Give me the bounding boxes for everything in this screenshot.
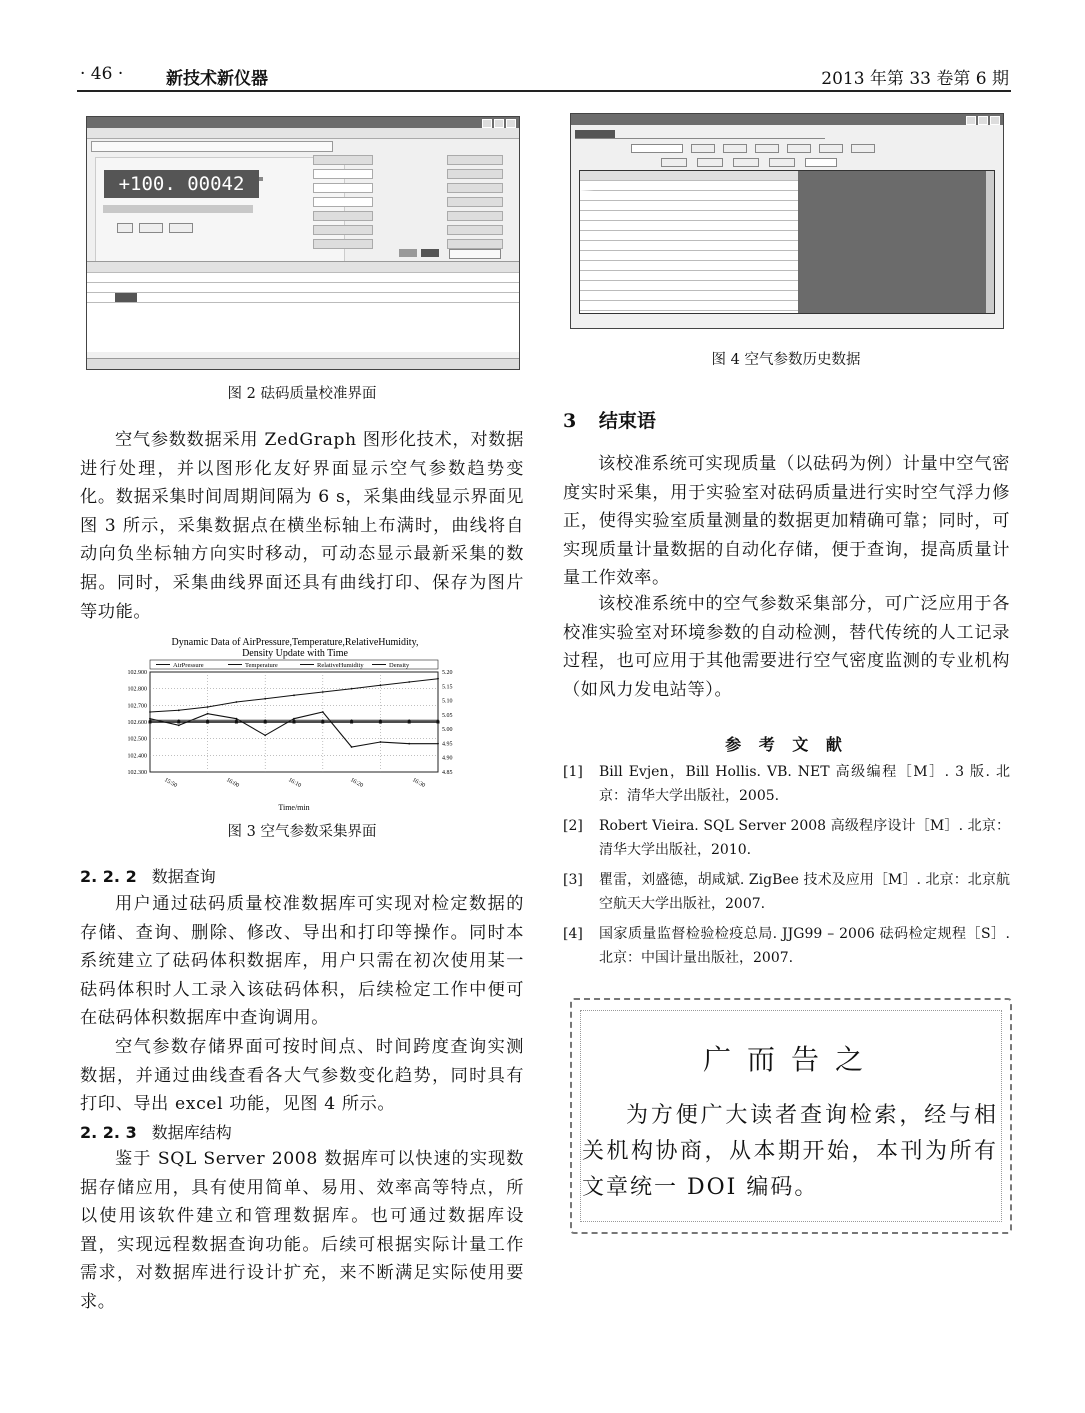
grid-row [580, 191, 798, 201]
y-right-tick-label: 5.20 [442, 670, 453, 676]
mass-display-value: +100. 00042 [104, 170, 259, 198]
series-point [293, 694, 295, 696]
section-title: 数据库结构 [151, 1123, 232, 1142]
chart-xlabel: Time/min [278, 803, 310, 812]
page-number: · 46 · [80, 64, 124, 84]
series-point [207, 713, 209, 715]
y-tick-label: 102.800 [127, 686, 147, 693]
y-right-tick-label: 5.10 [442, 698, 453, 705]
series-point [408, 681, 410, 683]
series-point [437, 719, 439, 721]
series-point [264, 734, 266, 736]
x-ticks [163, 777, 426, 789]
tab-strip [575, 130, 825, 139]
chart-legend [150, 660, 438, 669]
series-point [322, 719, 324, 721]
y-tick-label: 102.500 [127, 736, 147, 743]
section-title: 结束语 [598, 410, 656, 432]
series-point [351, 719, 353, 721]
chart-title-line-1: Dynamic Data of AirPressure,Temperature,RelativeHumidity, [171, 637, 419, 648]
series-point [380, 719, 382, 721]
window-titlebar [571, 114, 1003, 125]
y-right-tick-label: 5.05 [442, 712, 453, 719]
legend-label: Temperature [245, 662, 278, 669]
grid-row [580, 211, 798, 221]
grid-row [580, 171, 798, 181]
record-grid [87, 261, 519, 352]
series-point [322, 711, 324, 713]
series-point [207, 706, 209, 708]
plot-series [149, 678, 440, 748]
journal-name: 新技术新仪器 [166, 69, 268, 89]
series-point [351, 688, 353, 690]
grid-row [580, 241, 798, 251]
menu-bar [87, 128, 519, 139]
reference-item: [2] Robert Vieira. SQL Server 2008 高级程序设计［M］. 北京：清华大学出版社，2010. [563, 818, 1010, 858]
y-tick-label: 102.400 [127, 753, 147, 760]
legend-label: RelativeHumidity [317, 662, 364, 669]
query-toolbar [631, 144, 991, 153]
y-tick-label: 102.300 [127, 770, 147, 776]
series-point [380, 741, 382, 743]
series-point [178, 709, 180, 711]
figure-4-caption: 图 4 空气参数历史数据 [711, 352, 861, 368]
figure-2-caption: 图 2 砝码质量校准界面 [227, 386, 377, 402]
header-rule [77, 90, 1011, 92]
section-number: 3 [563, 410, 577, 432]
series-point [178, 724, 180, 726]
legend-label: Density [389, 662, 410, 669]
announcement-box [570, 998, 1012, 1234]
y-tick-label: 102.700 [127, 703, 147, 710]
grid-scrollbar[interactable] [986, 171, 994, 313]
series-point [408, 743, 410, 745]
reference-item: [1] Bill Evjen，Bill Hollis. VB. NET 高级编程［M］. 3 版. 北京：清华大学出版社，2005. [563, 764, 1010, 804]
series-point [437, 678, 439, 680]
figure-4-screenshot [570, 113, 1004, 329]
right-paragraph-1: 该校准系统可实现质量（以砝码为例）计量中空气密度实时采集，用于实验室对砝码质量进行实时空气浮力修正，使得实验室质量测量的数据更加精确可靠；同时，可实现质量计量数据的自动化存储，便于查询，提高质量计量工作效率。 [563, 454, 1010, 589]
left-paragraph-2: 用户通过砝码质量校准数据库可实现对检定数据的存储、查询、删除、修改、导出和打印等操作。同时本系统建立了砝码体积数据库，用户只需在初次使用某一砝码体积时人工录入该砝码体积，后续检定工作中便可在砝码体积数据库中查询调用。 [80, 894, 524, 1029]
series-point [178, 719, 180, 721]
x-tick-label: 15:50 [163, 777, 178, 790]
series-point [437, 743, 439, 745]
legend-label: AirPressure [173, 662, 204, 669]
figure-3-chart [80, 632, 524, 812]
series-point [149, 718, 151, 720]
series-point [236, 701, 238, 703]
pager-toolbar [661, 158, 961, 167]
x-tick-label: 16:30 [411, 777, 426, 790]
button-row [117, 223, 207, 233]
announcement-title: 广而告之 [702, 1043, 879, 1076]
right-paragraph-2: 该校准系统中的空气参数采集部分，可广泛应用于各校准实验室对环境参数的自动检测，替代传统的人工记录过程，也可应用于其他需要进行空气密度监测的专业机构（如风力发电站等）。 [563, 594, 1010, 700]
grid-row [580, 201, 798, 211]
series-line-temperature [150, 712, 438, 747]
reference-list [563, 760, 1010, 976]
window-titlebar [87, 117, 519, 128]
history-grid [579, 170, 995, 314]
series-point [207, 719, 209, 721]
announcement-body: 为方便广大读者查询检索，经与相关机构协商，从本期开始，本刊为所有文章统一 DOI 编码。 [582, 1103, 998, 1200]
x-tick-label: 16:20 [349, 777, 364, 790]
left-paragraph-3: 空气参数存储界面可按时间点、时间跨度查询实测数据，并通过曲线查看各大气参数变化趋势，同时具有打印、导出 excel 功能，见图 4 所示。 [80, 1037, 524, 1115]
chart-title-line-2: Density Update with Time [242, 648, 348, 659]
series-point [380, 684, 382, 686]
series-point [264, 719, 266, 721]
x-tick-label: 16:00 [225, 777, 240, 790]
series-point [408, 719, 410, 721]
grid-row [580, 301, 798, 311]
section-3-heading [563, 406, 656, 433]
x-tick-label: 16:10 [287, 777, 302, 790]
series-point [236, 718, 238, 720]
section-2-2-2-heading [80, 864, 216, 887]
field-column-2 [447, 155, 503, 255]
reference-item: [3] 瞿雷，刘盛德，胡咸斌. ZigBee 技术及应用［M］. 北京：北京航空航天大学出版社，2007. [563, 872, 1010, 912]
grid-row [580, 281, 798, 291]
series-point [264, 698, 266, 700]
series-point [149, 711, 151, 713]
figure-3-caption: 图 3 空气参数采集界面 [227, 824, 377, 840]
issue-info: 2013 年第 33 卷第 6 期 [821, 69, 1009, 89]
y-right-tick-label: 4.90 [442, 755, 453, 762]
section-number: 2. 2. 3 [80, 1123, 137, 1142]
references-title: 参 考 文 献 [725, 735, 848, 754]
grid-row [580, 181, 798, 191]
y-left-ticks [128, 670, 148, 776]
grid-row [580, 261, 798, 271]
grid-row [580, 251, 798, 261]
left-paragraph-1: 空气参数数据采用 ZedGraph 图形化技术，对数据进行处理，并以图形化友好界面显示空气参数趋势变化。数据采集时间周期间隔为 6 s，采集曲线显示界面见图 3 所示，采集数据点在横坐标轴上布满时，曲线将自动向负坐标轴方向实时移动，可动态显示最新采集的数据。同时，采集曲线界面还具有曲线打印、保存为图片等功能。 [80, 430, 524, 622]
section-2-2-3-heading [80, 1120, 232, 1143]
section-number: 2. 2. 2 [80, 867, 137, 886]
grid-row [580, 271, 798, 281]
grid-row [580, 221, 798, 231]
y-right-tick-label: 4.85 [442, 770, 453, 776]
grid-row [580, 231, 798, 241]
field-column-1 [313, 155, 373, 255]
series-point [236, 719, 238, 721]
window-statusbar [87, 358, 519, 369]
y-tick-label: 102.900 [127, 670, 147, 676]
y-tick-label: 102.600 [127, 720, 147, 726]
series-point [293, 718, 295, 720]
figure-2-screenshot [86, 116, 520, 370]
series-point [293, 719, 295, 721]
y-right-ticks [442, 670, 453, 776]
left-paragraph-4: 鉴于 SQL Server 2008 数据库可以快速的实现数据存储应用，具有使用简单、易用、效率高等特点，所以使用该软件建立和管理数据库。也可通过数据库设置，实现远程数据查询功能。后续可根据实际计量工作需求，对数据库进行设计扩充，来不断满足实际使用要求。 [80, 1149, 524, 1312]
tab-strip [91, 141, 333, 152]
series-point [322, 691, 324, 693]
series-point [149, 719, 151, 721]
status-bar-fill [103, 205, 253, 213]
y-right-tick-label: 5.00 [442, 727, 453, 734]
section-title: 数据查询 [151, 867, 216, 886]
y-right-tick-label: 5.15 [442, 684, 453, 691]
y-right-tick-label: 4.95 [442, 741, 453, 748]
reference-item: [4] 国家质量监督检验检疫总局. JJG99 – 2006 砝码检定规程［S］. 北京：中国计量出版社，2007. [563, 926, 1010, 966]
series-point [351, 746, 353, 748]
grid-row [580, 291, 798, 301]
